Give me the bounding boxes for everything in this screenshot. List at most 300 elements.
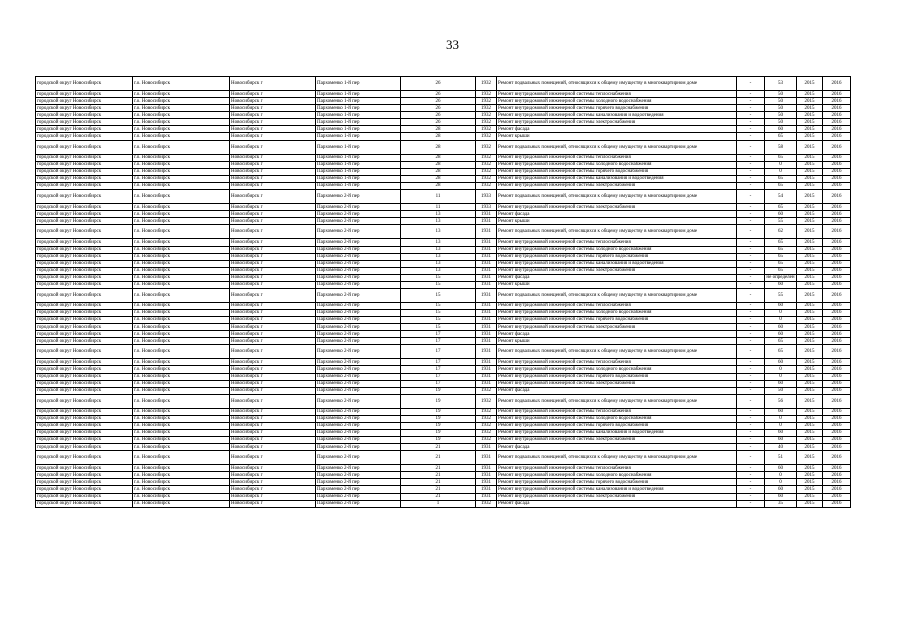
house-number-cell: 21 xyxy=(401,451,476,465)
year-built-cell: 1932 xyxy=(476,415,497,422)
city-cell: Новосибирск г xyxy=(230,182,316,189)
municipality-cell: городской округ Новосибирск xyxy=(36,140,133,154)
house-number-cell: 13 xyxy=(401,218,476,225)
table-row xyxy=(36,77,851,91)
year-built-cell: 1931 xyxy=(476,281,497,288)
house-number-cell: 11 xyxy=(401,189,476,203)
work-type-cell: Ремонт внутридомовой инженерной системы электроснабжения xyxy=(497,324,737,331)
year-start-cell: 2015 xyxy=(797,317,823,324)
municipality-cell: городской округ Новосибирск xyxy=(36,317,133,324)
municipality-cell: городской округ Новосибирск xyxy=(36,500,133,507)
year-built-cell: 1932 xyxy=(476,77,497,91)
year-start-cell: 2015 xyxy=(797,451,823,465)
district-cell: г.о. Новосибирск xyxy=(133,465,230,472)
district-cell: г.о. Новосибирск xyxy=(133,239,230,246)
wear-percent-cell: 0 xyxy=(765,168,797,175)
municipality-cell: городской округ Новосибирск xyxy=(36,274,133,281)
year-end-cell: 2016 xyxy=(823,161,851,168)
work-type-cell: Ремонт внутридомовой инженерной системы горячего водоснабжения xyxy=(497,373,737,380)
year-start-cell: 2015 xyxy=(797,387,823,394)
table-row xyxy=(36,317,851,324)
district-cell: г.о. Новосибирск xyxy=(133,77,230,91)
work-type-cell: Ремонт внутридомовой инженерной системы холодного водоснабжения xyxy=(497,415,737,422)
municipality-cell: городской округ Новосибирск xyxy=(36,472,133,479)
work-type-cell: Ремонт внутридомовой инженерной системы теплоснабжения xyxy=(497,239,737,246)
city-cell: Новосибирск г xyxy=(230,189,316,203)
work-type-cell: Ремонт внутридомовой инженерной системы горячего водоснабжения xyxy=(497,479,737,486)
city-cell: Новосибирск г xyxy=(230,98,316,105)
work-type-cell: Ремонт фасада xyxy=(497,274,737,281)
year-built-cell: 1931 xyxy=(476,274,497,281)
wear-percent-cell: 60 xyxy=(765,493,797,500)
dash-cell: - xyxy=(737,140,765,154)
table-row xyxy=(36,204,851,211)
work-type-cell: Ремонт внутридомовой инженерной системы электроснабжения xyxy=(497,493,737,500)
table-row xyxy=(36,302,851,309)
municipality-cell: городской округ Новосибирск xyxy=(36,380,133,387)
table-row xyxy=(36,175,851,182)
work-type-cell: Ремонт внутридомовой инженерной системы холодного водоснабжения xyxy=(497,472,737,479)
street-cell: Пархоменко 2-й пер xyxy=(316,317,401,324)
street-cell: Пархоменко 2-й пер xyxy=(316,373,401,380)
municipality-cell: городской округ Новосибирск xyxy=(36,359,133,366)
dash-cell: - xyxy=(737,133,765,140)
house-number-cell: 28 xyxy=(401,154,476,161)
municipality-cell: городской округ Новосибирск xyxy=(36,105,133,112)
municipality-cell: городской округ Новосибирск xyxy=(36,430,133,437)
street-cell: Пархоменко 2-й пер xyxy=(316,437,401,444)
municipality-cell: городской округ Новосибирск xyxy=(36,133,133,140)
year-start-cell: 2015 xyxy=(797,465,823,472)
district-cell: г.о. Новосибирск xyxy=(133,253,230,260)
house-number-cell: 17 xyxy=(401,380,476,387)
street-cell: Пархоменко 2-й пер xyxy=(316,267,401,274)
wear-percent-cell: 50 xyxy=(765,387,797,394)
wear-percent-cell: 50 xyxy=(765,91,797,98)
wear-percent-cell: 0 xyxy=(765,415,797,422)
street-cell: Пархоменко 2-й пер xyxy=(316,408,401,415)
dash-cell: - xyxy=(737,302,765,309)
house-number-cell: 17 xyxy=(401,359,476,366)
municipality-cell: городской округ Новосибирск xyxy=(36,387,133,394)
year-end-cell: 2016 xyxy=(823,225,851,239)
wear-percent-cell: 56 xyxy=(765,394,797,408)
work-type-cell: Ремонт подвальных помещений, относящихся к общему имуществу в многоквартирном доме xyxy=(497,140,737,154)
city-cell: Новосибирск г xyxy=(230,331,316,338)
table-row xyxy=(36,359,851,366)
city-cell: Новосибирск г xyxy=(230,161,316,168)
dash-cell: - xyxy=(737,168,765,175)
street-cell: Пархоменко 2-й пер xyxy=(316,444,401,451)
street-cell: Пархоменко 2-й пер xyxy=(316,225,401,239)
year-built-cell: 1932 xyxy=(476,126,497,133)
district-cell: г.о. Новосибирск xyxy=(133,345,230,359)
wear-percent-cell: 0 xyxy=(765,161,797,168)
year-end-cell: 2016 xyxy=(823,310,851,317)
year-built-cell: 1931 xyxy=(476,253,497,260)
district-cell: г.о. Новосибирск xyxy=(133,182,230,189)
municipality-cell: городской округ Новосибирск xyxy=(36,161,133,168)
district-cell: г.о. Новосибирск xyxy=(133,119,230,126)
street-cell: Пархоменко 2-й пер xyxy=(316,302,401,309)
street-cell: Пархоменко 2-й пер xyxy=(316,430,401,437)
year-end-cell: 2016 xyxy=(823,189,851,203)
year-built-cell: 1932 xyxy=(476,140,497,154)
house-number-cell: 15 xyxy=(401,324,476,331)
table-row xyxy=(36,161,851,168)
table-row xyxy=(36,373,851,380)
year-start-cell: 2015 xyxy=(797,140,823,154)
municipality-cell: городской округ Новосибирск xyxy=(36,408,133,415)
house-number-cell: 13 xyxy=(401,225,476,239)
year-end-cell: 2016 xyxy=(823,140,851,154)
year-end-cell: 2016 xyxy=(823,154,851,161)
work-type-cell: Ремонт внутридомовой инженерной системы горячего водоснабжения xyxy=(497,317,737,324)
district-cell: г.о. Новосибирск xyxy=(133,324,230,331)
city-cell: Новосибирск г xyxy=(230,430,316,437)
work-type-cell: Ремонт подвальных помещений, относящихся к общему имуществу в многоквартирном доме xyxy=(497,345,737,359)
year-start-cell: 2015 xyxy=(797,472,823,479)
wear-percent-cell: 60 xyxy=(765,126,797,133)
year-start-cell: 2015 xyxy=(797,260,823,267)
year-built-cell: 1932 xyxy=(476,105,497,112)
year-built-cell: 1931 xyxy=(476,246,497,253)
house-number-cell: 28 xyxy=(401,126,476,133)
city-cell: Новосибирск г xyxy=(230,493,316,500)
municipality-cell: городской округ Новосибирск xyxy=(36,373,133,380)
street-cell: Пархоменко 2-й пер xyxy=(316,500,401,507)
year-end-cell: 2016 xyxy=(823,105,851,112)
street-cell: Пархоменко 1-й пер xyxy=(316,105,401,112)
house-number-cell: 13 xyxy=(401,239,476,246)
house-number-cell: 19 xyxy=(401,408,476,415)
city-cell: Новосибирск г xyxy=(230,112,316,119)
year-end-cell: 2016 xyxy=(823,479,851,486)
wear-percent-cell: 60 xyxy=(765,211,797,218)
municipality-cell: городской округ Новосибирск xyxy=(36,394,133,408)
city-cell: Новосибирск г xyxy=(230,465,316,472)
house-number-cell: 19 xyxy=(401,415,476,422)
year-start-cell: 2015 xyxy=(797,310,823,317)
city-cell: Новосибирск г xyxy=(230,288,316,302)
district-cell: г.о. Новосибирск xyxy=(133,260,230,267)
street-cell: Пархоменко 1-й пер xyxy=(316,133,401,140)
house-number-cell: 13 xyxy=(401,253,476,260)
street-cell: Пархоменко 2-й пер xyxy=(316,204,401,211)
table-row xyxy=(36,267,851,274)
city-cell: Новосибирск г xyxy=(230,267,316,274)
year-start-cell: 2015 xyxy=(797,415,823,422)
year-built-cell: 1932 xyxy=(476,175,497,182)
work-type-cell: Ремонт фасада xyxy=(497,331,737,338)
district-cell: г.о. Новосибирск xyxy=(133,437,230,444)
year-end-cell: 2016 xyxy=(823,415,851,422)
wear-percent-cell: 60 xyxy=(765,437,797,444)
year-end-cell: 2016 xyxy=(823,218,851,225)
street-cell: Пархоменко 1-й пер xyxy=(316,119,401,126)
wear-percent-cell: 55 xyxy=(765,288,797,302)
year-start-cell: 2015 xyxy=(797,331,823,338)
table-row xyxy=(36,486,851,493)
house-number-cell: 13 xyxy=(401,267,476,274)
wear-percent-cell: 65 xyxy=(765,154,797,161)
city-cell: Новосибирск г xyxy=(230,444,316,451)
city-cell: Новосибирск г xyxy=(230,345,316,359)
district-cell: г.о. Новосибирск xyxy=(133,451,230,465)
municipality-cell: городской округ Новосибирск xyxy=(36,168,133,175)
year-end-cell: 2016 xyxy=(823,302,851,309)
wear-percent-cell: 60 xyxy=(765,408,797,415)
house-number-cell: 17 xyxy=(401,345,476,359)
house-number-cell: 26 xyxy=(401,119,476,126)
year-start-cell: 2015 xyxy=(797,422,823,429)
year-end-cell: 2016 xyxy=(823,126,851,133)
municipality-cell: городской округ Новосибирск xyxy=(36,218,133,225)
wear-percent-cell: 58 xyxy=(765,140,797,154)
street-cell: Пархоменко 1-й пер xyxy=(316,175,401,182)
dash-cell: - xyxy=(737,161,765,168)
dash-cell: - xyxy=(737,105,765,112)
district-cell: г.о. Новосибирск xyxy=(133,274,230,281)
work-type-cell: Ремонт фасада xyxy=(497,211,737,218)
city-cell: Новосибирск г xyxy=(230,373,316,380)
wear-percent-cell: 65 xyxy=(765,267,797,274)
street-cell: Пархоменко 2-й пер xyxy=(316,387,401,394)
house-number-cell: 15 xyxy=(401,281,476,288)
year-end-cell: 2016 xyxy=(823,373,851,380)
wear-percent-cell: 60 xyxy=(765,380,797,387)
district-cell: г.о. Новосибирск xyxy=(133,140,230,154)
year-start-cell: 2015 xyxy=(797,281,823,288)
district-cell: г.о. Новосибирск xyxy=(133,105,230,112)
year-end-cell: 2016 xyxy=(823,472,851,479)
year-start-cell: 2015 xyxy=(797,218,823,225)
dash-cell: - xyxy=(737,366,765,373)
year-end-cell: 2016 xyxy=(823,288,851,302)
city-cell: Новосибирск г xyxy=(230,211,316,218)
year-end-cell: 2016 xyxy=(823,345,851,359)
year-end-cell: 2016 xyxy=(823,394,851,408)
street-cell: Пархоменко 1-й пер xyxy=(316,126,401,133)
house-number-cell: 26 xyxy=(401,112,476,119)
table-row xyxy=(36,500,851,507)
year-built-cell: 1932 xyxy=(476,500,497,507)
work-type-cell: Ремонт подвальных помещений, относящихся к общему имуществу в многоквартирном доме xyxy=(497,394,737,408)
work-type-cell: Ремонт фасада xyxy=(497,444,737,451)
house-number-cell: 17 xyxy=(401,331,476,338)
year-built-cell: 1931 xyxy=(476,302,497,309)
work-type-cell: Ремонт внутридомовой инженерной системы горячего водоснабжения xyxy=(497,168,737,175)
table-row xyxy=(36,338,851,345)
table-row xyxy=(36,225,851,239)
municipality-cell: городской округ Новосибирск xyxy=(36,486,133,493)
work-type-cell: Ремонт внутридомовой инженерной системы канализования и водоотведения xyxy=(497,430,737,437)
year-start-cell: 2015 xyxy=(797,168,823,175)
year-built-cell: 1932 xyxy=(476,430,497,437)
municipality-cell: городской округ Новосибирск xyxy=(36,204,133,211)
dash-cell: - xyxy=(737,189,765,203)
year-built-cell: 1931 xyxy=(476,465,497,472)
dash-cell: - xyxy=(737,486,765,493)
street-cell: Пархоменко 2-й пер xyxy=(316,253,401,260)
year-end-cell: 2016 xyxy=(823,500,851,507)
street-cell: Пархоменко 2-й пер xyxy=(316,380,401,387)
dash-cell: - xyxy=(737,253,765,260)
year-end-cell: 2016 xyxy=(823,437,851,444)
district-cell: г.о. Новосибирск xyxy=(133,500,230,507)
work-type-cell: Ремонт внутридомовой инженерной системы теплоснабжения xyxy=(497,302,737,309)
wear-percent-cell: 54 xyxy=(765,189,797,203)
street-cell: Пархоменко 2-й пер xyxy=(316,486,401,493)
year-built-cell: 1932 xyxy=(476,133,497,140)
street-cell: Пархоменко 2-й пер xyxy=(316,239,401,246)
municipality-cell: городской округ Новосибирск xyxy=(36,493,133,500)
year-end-cell: 2016 xyxy=(823,77,851,91)
municipality-cell: городской округ Новосибирск xyxy=(36,246,133,253)
district-cell: г.о. Новосибирск xyxy=(133,479,230,486)
dash-cell: - xyxy=(737,77,765,91)
district-cell: г.о. Новосибирск xyxy=(133,317,230,324)
municipality-cell: городской округ Новосибирск xyxy=(36,338,133,345)
work-type-cell: Ремонт внутридомовой инженерной системы холодного водоснабжения xyxy=(497,246,737,253)
district-cell: г.о. Новосибирск xyxy=(133,126,230,133)
municipality-cell: городской округ Новосибирск xyxy=(36,253,133,260)
table-row xyxy=(36,218,851,225)
table-row xyxy=(36,444,851,451)
table-row xyxy=(36,415,851,422)
year-end-cell: 2016 xyxy=(823,317,851,324)
house-number-cell: 15 xyxy=(401,274,476,281)
street-cell: Пархоменко 1-й пер xyxy=(316,98,401,105)
work-type-cell: Ремонт внутридомовой инженерной системы горячего водоснабжения xyxy=(497,422,737,429)
district-cell: г.о. Новосибирск xyxy=(133,225,230,239)
year-built-cell: 1931 xyxy=(476,267,497,274)
work-type-cell: Ремонт крыши xyxy=(497,133,737,140)
street-cell: Пархоменко 2-й пер xyxy=(316,274,401,281)
district-cell: г.о. Новосибирск xyxy=(133,408,230,415)
table-row xyxy=(36,408,851,415)
year-built-cell: 1931 xyxy=(476,359,497,366)
wear-percent-cell: 60 xyxy=(765,359,797,366)
city-cell: Новосибирск г xyxy=(230,408,316,415)
city-cell: Новосибирск г xyxy=(230,500,316,507)
city-cell: Новосибирск г xyxy=(230,281,316,288)
municipality-cell: городской округ Новосибирск xyxy=(36,91,133,98)
municipality-cell: городской округ Новосибирск xyxy=(36,112,133,119)
table-row xyxy=(36,387,851,394)
wear-percent-cell: 65 xyxy=(765,260,797,267)
wear-percent-cell: 50 xyxy=(765,105,797,112)
street-cell: Пархоменко 2-й пер xyxy=(316,394,401,408)
street-cell: Пархоменко 2-й пер xyxy=(316,310,401,317)
year-end-cell: 2016 xyxy=(823,422,851,429)
year-end-cell: 2016 xyxy=(823,246,851,253)
year-end-cell: 2016 xyxy=(823,281,851,288)
year-end-cell: 2016 xyxy=(823,387,851,394)
municipality-cell: городской округ Новосибирск xyxy=(36,175,133,182)
dash-cell: - xyxy=(737,430,765,437)
city-cell: Новосибирск г xyxy=(230,415,316,422)
year-start-cell: 2015 xyxy=(797,486,823,493)
year-end-cell: 2016 xyxy=(823,91,851,98)
work-type-cell: Ремонт фасада xyxy=(497,387,737,394)
wear-percent-cell: 65 xyxy=(765,246,797,253)
year-start-cell: 2015 xyxy=(797,98,823,105)
wear-percent-cell: 35 xyxy=(765,500,797,507)
year-end-cell: 2016 xyxy=(823,338,851,345)
house-number-cell: 21 xyxy=(401,444,476,451)
year-start-cell: 2015 xyxy=(797,225,823,239)
wear-percent-cell: 65 xyxy=(765,182,797,189)
dash-cell: - xyxy=(737,274,765,281)
year-built-cell: 1931 xyxy=(476,472,497,479)
table-row xyxy=(36,366,851,373)
dash-cell: - xyxy=(737,288,765,302)
year-built-cell: 1931 xyxy=(476,239,497,246)
municipality-cell: городской округ Новосибирск xyxy=(36,119,133,126)
city-cell: Новосибирск г xyxy=(230,302,316,309)
street-cell: Пархоменко 1-й пер xyxy=(316,91,401,98)
wear-percent-cell: 0 xyxy=(765,472,797,479)
year-built-cell: 1933 xyxy=(476,204,497,211)
house-number-cell: 15 xyxy=(401,317,476,324)
year-start-cell: 2015 xyxy=(797,91,823,98)
dash-cell: - xyxy=(737,310,765,317)
year-start-cell: 2015 xyxy=(797,112,823,119)
year-end-cell: 2016 xyxy=(823,324,851,331)
house-number-cell: 21 xyxy=(401,472,476,479)
year-start-cell: 2015 xyxy=(797,161,823,168)
city-cell: Новосибирск г xyxy=(230,338,316,345)
city-cell: Новосибирск г xyxy=(230,359,316,366)
city-cell: Новосибирск г xyxy=(230,239,316,246)
street-cell: Пархоменко 2-й пер xyxy=(316,338,401,345)
city-cell: Новосибирск г xyxy=(230,451,316,465)
house-number-cell: 21 xyxy=(401,479,476,486)
street-cell: Пархоменко 2-й пер xyxy=(316,281,401,288)
table-row xyxy=(36,310,851,317)
municipality-cell: городской округ Новосибирск xyxy=(36,415,133,422)
dash-cell: - xyxy=(737,394,765,408)
district-cell: г.о. Новосибирск xyxy=(133,161,230,168)
year-built-cell: 1931 xyxy=(476,493,497,500)
house-number-cell: 1 xyxy=(401,500,476,507)
wear-percent-cell: 40 xyxy=(765,444,797,451)
dash-cell: - xyxy=(737,119,765,126)
street-cell: Пархоменко 2-й пер xyxy=(316,246,401,253)
dash-cell: - xyxy=(737,331,765,338)
district-cell: г.о. Новосибирск xyxy=(133,189,230,203)
work-type-cell: Ремонт внутридомовой инженерной системы холодного водоснабжения xyxy=(497,98,737,105)
dash-cell: - xyxy=(737,359,765,366)
house-number-cell: 15 xyxy=(401,310,476,317)
street-cell: Пархоменко 2-й пер xyxy=(316,324,401,331)
municipality-cell: городской округ Новосибирск xyxy=(36,225,133,239)
year-start-cell: 2015 xyxy=(797,105,823,112)
district-cell: г.о. Новосибирск xyxy=(133,331,230,338)
street-cell: Пархоменко 1-й пер xyxy=(316,161,401,168)
work-type-cell: Ремонт подвальных помещений, относящихся к общему имуществу в многоквартирном доме xyxy=(497,451,737,465)
year-built-cell: 1932 xyxy=(476,394,497,408)
year-built-cell: 1932 xyxy=(476,91,497,98)
district-cell: г.о. Новосибирск xyxy=(133,415,230,422)
house-number-cell: 26 xyxy=(401,77,476,91)
year-built-cell: 1931 xyxy=(476,486,497,493)
year-built-cell: 1931 xyxy=(476,338,497,345)
table-row xyxy=(36,112,851,119)
street-cell: Пархоменко 1-й пер xyxy=(316,140,401,154)
year-end-cell: 2016 xyxy=(823,182,851,189)
